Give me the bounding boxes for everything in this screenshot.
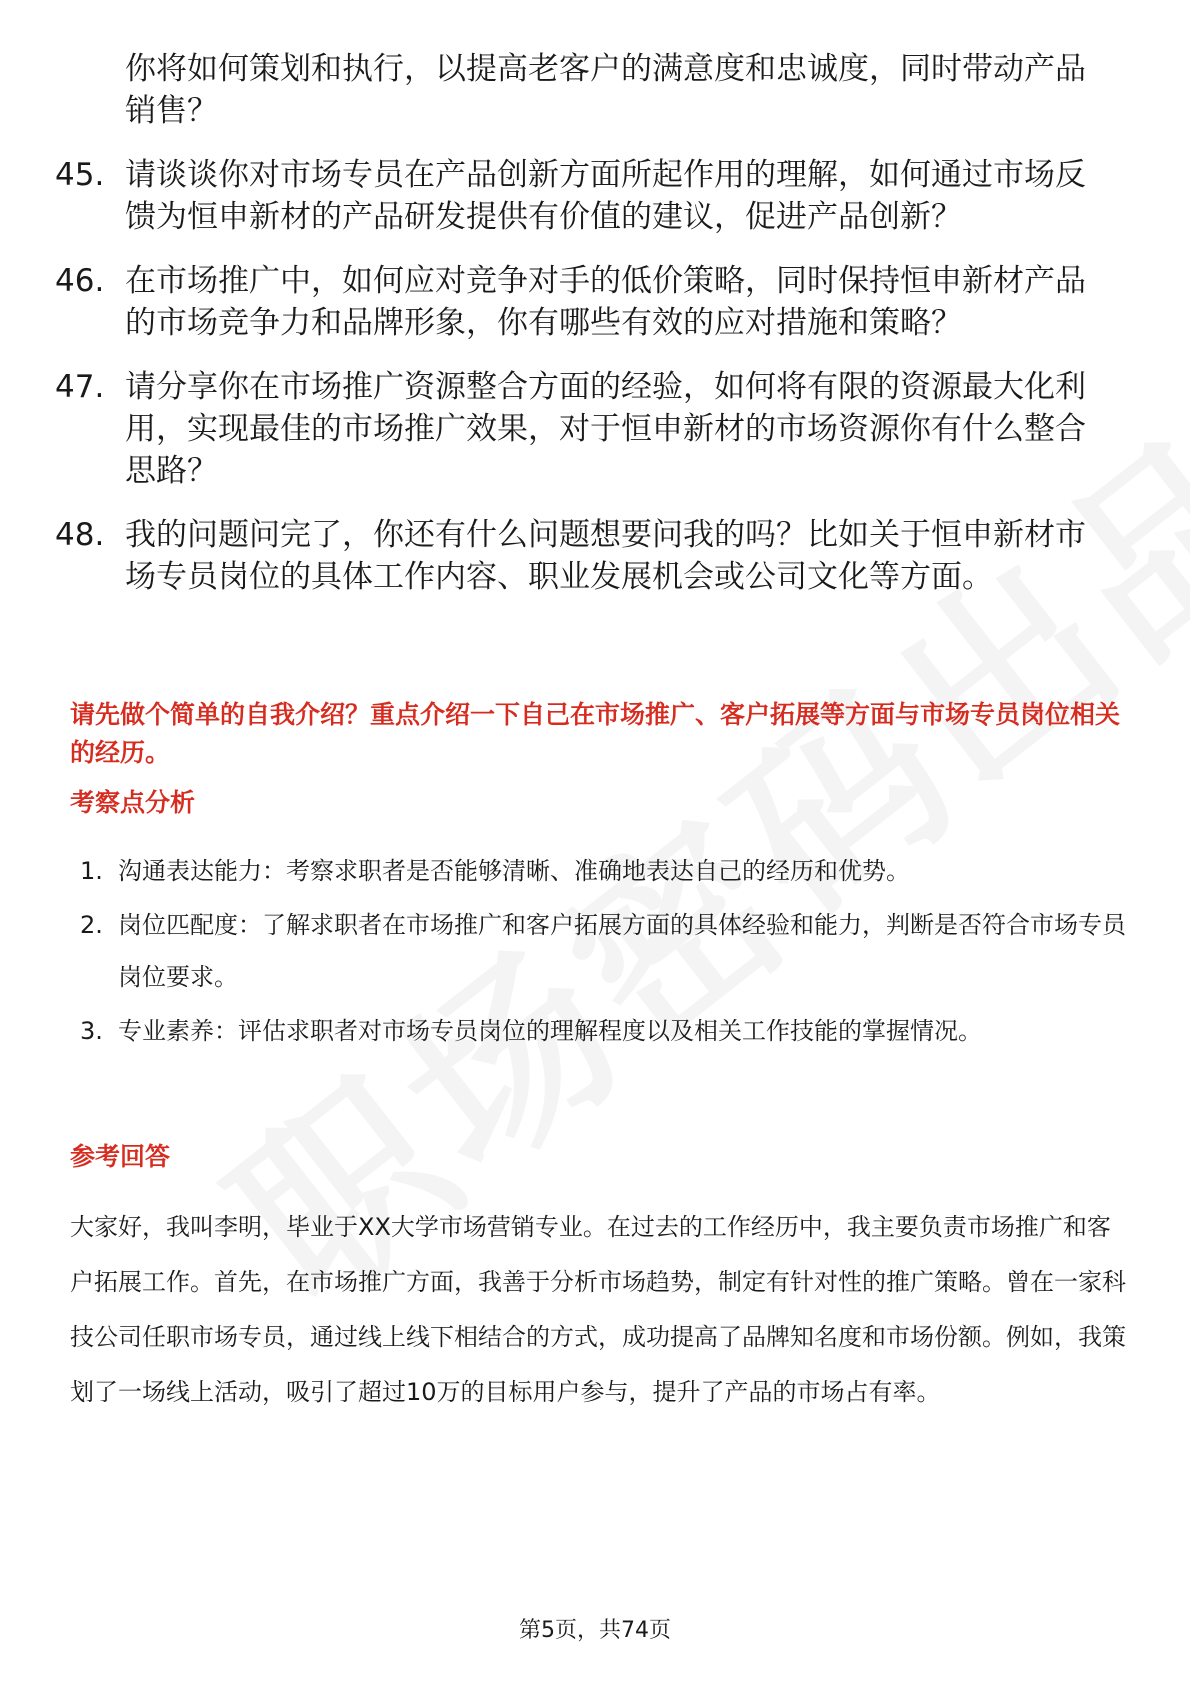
question-text: 在市场推广中，如何应对竞争对手的低价策略，同时保持恒申新材产品的市场竞争力和品牌形象，你有哪些有效的应对措施和策略？ [125,263,1086,341]
analysis-point [80,899,1130,1003]
point-number: 3. [80,1017,103,1045]
point-text: 专业素养：评估求职者对市场专员岗位的理解程度以及相关工作技能的掌握情况。 [118,1017,982,1045]
interview-question: 请先做个简单的自我介绍？重点介绍一下自己在市场推广、客户拓展等方面与市场专员岗位相关的经历。 [70,700,1121,767]
analysis-point [80,1005,1130,1057]
question-number: 47. [55,369,105,405]
point-number: 2. [80,911,103,939]
page-number: 第5页，共74页 [519,1618,671,1643]
reference-heading: 参考回答 [70,1142,171,1171]
question-number: 45. [55,157,105,193]
point-text: 岗位匹配度：了解求职者在市场推广和客户拓展方面的具体经验和能力，判断是否符合市场专员岗位要求。 [118,911,1126,991]
analysis-points [80,845,1130,1059]
point-number: 1. [80,857,103,885]
question-text: 请分享你在市场推广资源整合方面的经验，如何将有限的资源最大化利用，实现最佳的市场推广效果，对于恒申新材的市场资源你有什么整合思路？ [125,369,1086,489]
question-text: 请谈谈你对市场专员在产品创新方面所起作用的理解，如何通过市场反馈为恒申新材的产品研发提供有价值的建议，促进产品创新？ [125,157,1086,235]
point-text: 沟通表达能力：考察求职者是否能够清晰、准确地表达自己的经历和优势。 [118,857,910,885]
question-item [55,260,1115,344]
question-number: 48. [55,517,105,553]
question-item [55,366,1115,492]
question-item [55,48,1115,132]
question-list [55,48,1115,620]
question-item [55,514,1115,598]
question-text: 我的问题问完了，你还有什么问题想要问我的吗？比如关于恒申新材市场专员岗位的具体工作内容、职业发展机会或公司文化等方面。 [125,517,1086,595]
reference-answer: 大家好，我叫李明，毕业于XX大学市场营销专业。在过去的工作经历中，我主要负责市场推广和客户拓展工作。首先，在市场推广方面，我善于分析市场趋势，制定有针对性的推广策略。曾在一家科技公司任职市场专员，通过线上线下相结合的方式，成功提高了品牌知名度和市场份额。例如，我策划了一场线上活动，吸引了超过10万的目标用户参与，提升了产品的市场占有率。 [70,1213,1126,1406]
analysis-heading: 考察点分析 [70,788,196,817]
question-number: 46. [55,263,105,299]
analysis-point [80,845,1130,897]
question-item [55,154,1115,238]
question-text: 你将如何策划和执行，以提高老客户的满意度和忠诚度，同时带动产品销售？ [125,51,1086,129]
